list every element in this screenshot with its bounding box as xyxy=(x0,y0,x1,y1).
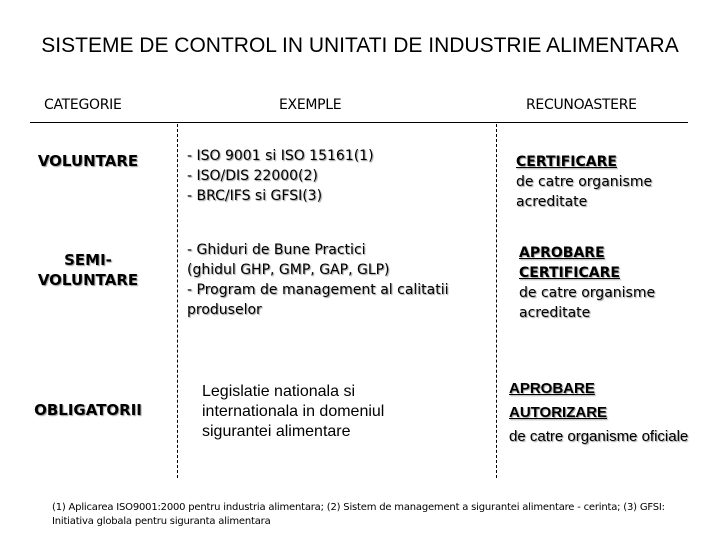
examples-obligatorii xyxy=(202,382,384,442)
example-line: (ghidul GHP, GMP, GAP, GLP) xyxy=(187,262,390,278)
recognition-text: de catre organisme oficiale xyxy=(509,428,689,445)
header-exemple: EXEMPLE xyxy=(279,97,342,113)
recognition-keyword: CERTIFICARE xyxy=(519,265,620,281)
example-line: Legislatie nationala si xyxy=(202,383,355,400)
recognition-keyword: APROBARE xyxy=(519,245,605,261)
footnote: (1) Aplicarea ISO9001:2000 pentru industria alimentara; (2) Sistem de management a sigurantei alimentare - cerinta; (3) GFSI: Initiativa globala pentru siguranta alimentara xyxy=(52,502,665,527)
example-line: - ISO/DIS 22000(2) xyxy=(187,168,318,184)
example-line: internationala in domeniul xyxy=(202,403,385,420)
recognition-keyword: APROBARE xyxy=(509,380,595,397)
example-line: - Program de management al calitatii xyxy=(187,282,449,298)
recognition-keyword: AUTORIZARE xyxy=(509,404,608,421)
category-semi-voluntare xyxy=(30,250,146,290)
category-label: SEMI-VOLUNTARE xyxy=(37,251,139,289)
recognition-keyword: CERTIFICARE xyxy=(516,154,617,170)
category-voluntare: VOLUNTARE xyxy=(37,152,139,170)
header-recunoastere: RECUNOASTERE xyxy=(526,97,637,113)
recognition-obligatorii xyxy=(509,377,720,449)
header-categorie: CATEGORIE xyxy=(44,97,122,113)
recognition-voluntare xyxy=(516,152,652,212)
recognition-text: de catre organisme xyxy=(519,285,656,301)
header-divider xyxy=(30,122,688,123)
examples-voluntare xyxy=(187,146,374,206)
column-divider-right xyxy=(496,124,497,478)
example-line: - BRC/IFS si GFSI(3) xyxy=(187,188,323,204)
example-line: - Ghiduri de Bune Practici xyxy=(187,242,366,258)
recognition-text: acreditate xyxy=(519,305,591,321)
column-divider-left xyxy=(177,124,178,478)
category-obligatorii: OBLIGATORII xyxy=(34,401,142,419)
examples-semi-voluntare xyxy=(187,240,449,320)
recognition-text: de catre organisme xyxy=(516,174,653,190)
example-line: produselor xyxy=(187,302,262,318)
example-line: sigurantei alimentare xyxy=(202,423,351,440)
page-title: SISTEME DE CONTROL IN UNITATI DE INDUSTRIE ALIMENTARA xyxy=(41,34,679,57)
recognition-semi-voluntare xyxy=(519,243,655,323)
example-line: - ISO 9001 si ISO 15161(1) xyxy=(187,148,374,164)
recognition-text: acreditate xyxy=(516,194,588,210)
